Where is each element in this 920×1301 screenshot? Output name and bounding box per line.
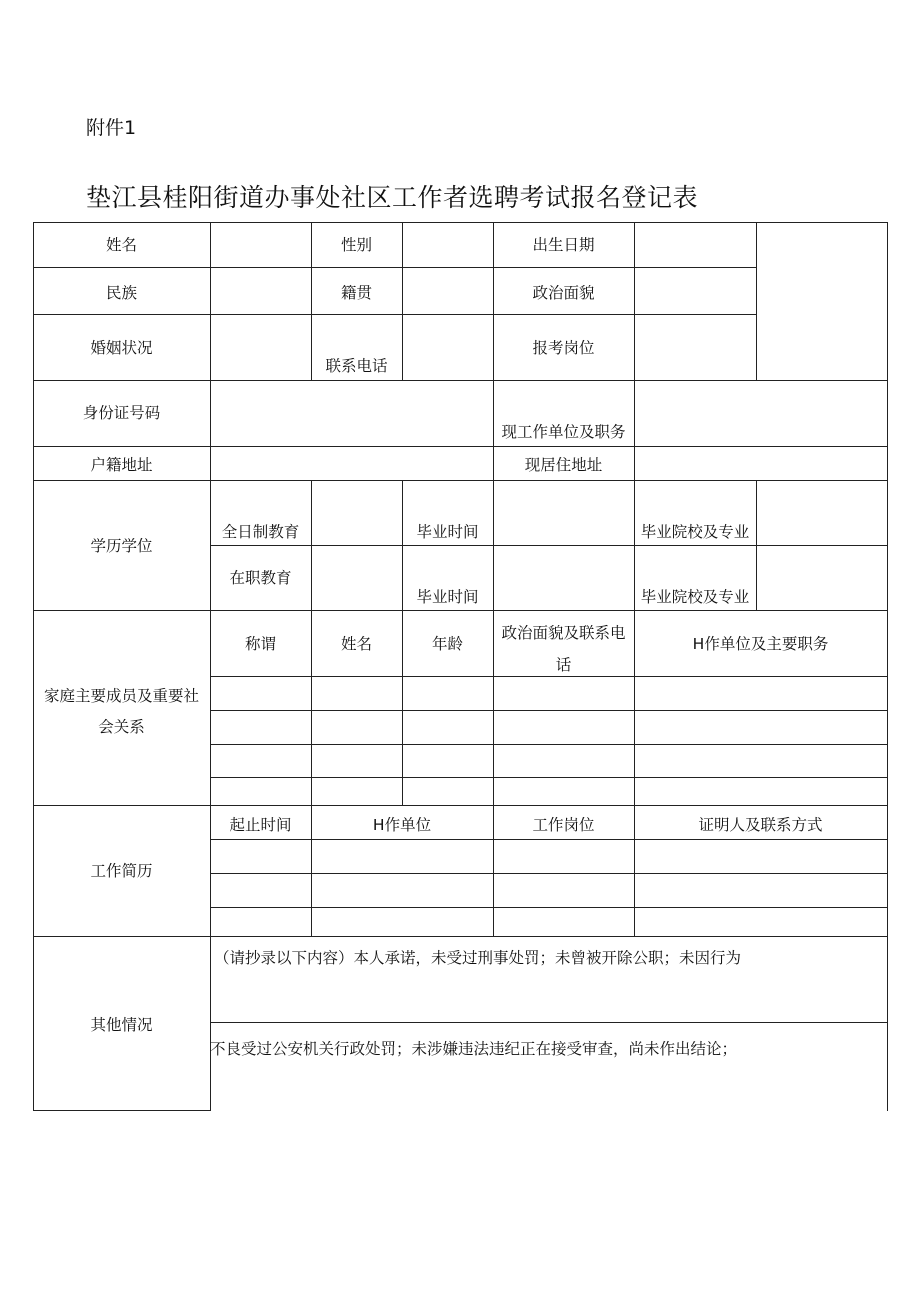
attachment-label: 附件1 — [86, 117, 137, 139]
grid-line — [210, 1022, 888, 1023]
household-address-label: 户籍地址 — [90, 456, 153, 474]
graduation-time-label: 毕业时间 — [416, 588, 479, 606]
family-header-political-phone-cont: 话 — [555, 656, 572, 674]
residence-address-label: 现居住地址 — [524, 456, 603, 474]
grid-line — [756, 480, 757, 610]
family-label-line1: 家庭主要成员及重要社 — [43, 687, 199, 705]
pledge-text-line2: 不良受过公安机关行政处罚；未涉嫌违法违纪正在接受审查，尚未作出结论； — [210, 1040, 738, 1058]
ethnicity-label: 民族 — [105, 284, 137, 302]
form-title: 垫江县桂阳街道办事处社区工作者选聘考试报名登记表 — [86, 183, 699, 212]
grid-line — [33, 446, 888, 447]
work-header-reference: 证明人及联系方式 — [698, 816, 823, 834]
pledge-text-line1: （请抄录以下内容）本人承诺，未受过刑事处罚；未曾被开除公职；未因行为 — [214, 949, 742, 967]
phone-label: 联系电话 — [325, 357, 388, 375]
grid-line — [210, 222, 211, 1111]
current-job-label: 现工作单位及职务 — [501, 423, 626, 441]
work-history-label: 工作简历 — [90, 862, 153, 880]
political-status-label: 政治面貌 — [532, 284, 595, 302]
grid-line — [33, 936, 888, 937]
grid-line — [634, 222, 635, 480]
graduation-time-label: 毕业时间 — [416, 523, 479, 541]
birth-date-label: 出生日期 — [532, 236, 595, 254]
grid-line — [402, 222, 403, 380]
name-label: 姓名 — [105, 236, 137, 254]
family-header-workplace: H作单位及主要职务 — [692, 635, 829, 653]
grid-line — [33, 314, 756, 315]
grid-line — [33, 380, 888, 381]
grid-line — [756, 222, 757, 380]
family-header-political-phone: 政治面貌及联系电 — [501, 624, 626, 642]
grid-line — [887, 222, 888, 1111]
family-header-relation: 称谓 — [244, 635, 276, 653]
grid-line — [33, 1110, 210, 1111]
grid-line — [33, 222, 888, 223]
id-number-label: 身份证号码 — [82, 404, 161, 422]
grid-line — [33, 805, 888, 806]
other-info-label: 其他情况 — [90, 1016, 153, 1034]
family-header-name: 姓名 — [340, 635, 372, 653]
inservice-education-label: 在职教育 — [229, 569, 292, 587]
applied-position-label: 报考岗位 — [532, 339, 595, 357]
family-label-line2: 会关系 — [98, 718, 145, 736]
gender-label: 性别 — [340, 236, 372, 254]
grid-line — [493, 480, 494, 610]
fulltime-education-label: 全日制教育 — [221, 523, 300, 541]
work-header-position: 工作岗位 — [532, 816, 595, 834]
work-header-workplace: H作单位 — [372, 816, 432, 834]
grid-line — [33, 267, 756, 268]
grid-line — [33, 610, 888, 611]
marital-status-label: 婚姻状况 — [90, 339, 153, 357]
native-place-label: 籍贯 — [340, 284, 372, 302]
family-header-age: 年龄 — [431, 635, 463, 653]
work-header-period: 起止时间 — [229, 816, 292, 834]
school-major-label: 毕业院校及专业 — [640, 523, 750, 541]
grid-line — [33, 480, 888, 481]
grid-line — [311, 480, 312, 610]
school-major-label: 毕业院校及专业 — [640, 588, 750, 606]
education-label: 学历学位 — [90, 537, 153, 555]
